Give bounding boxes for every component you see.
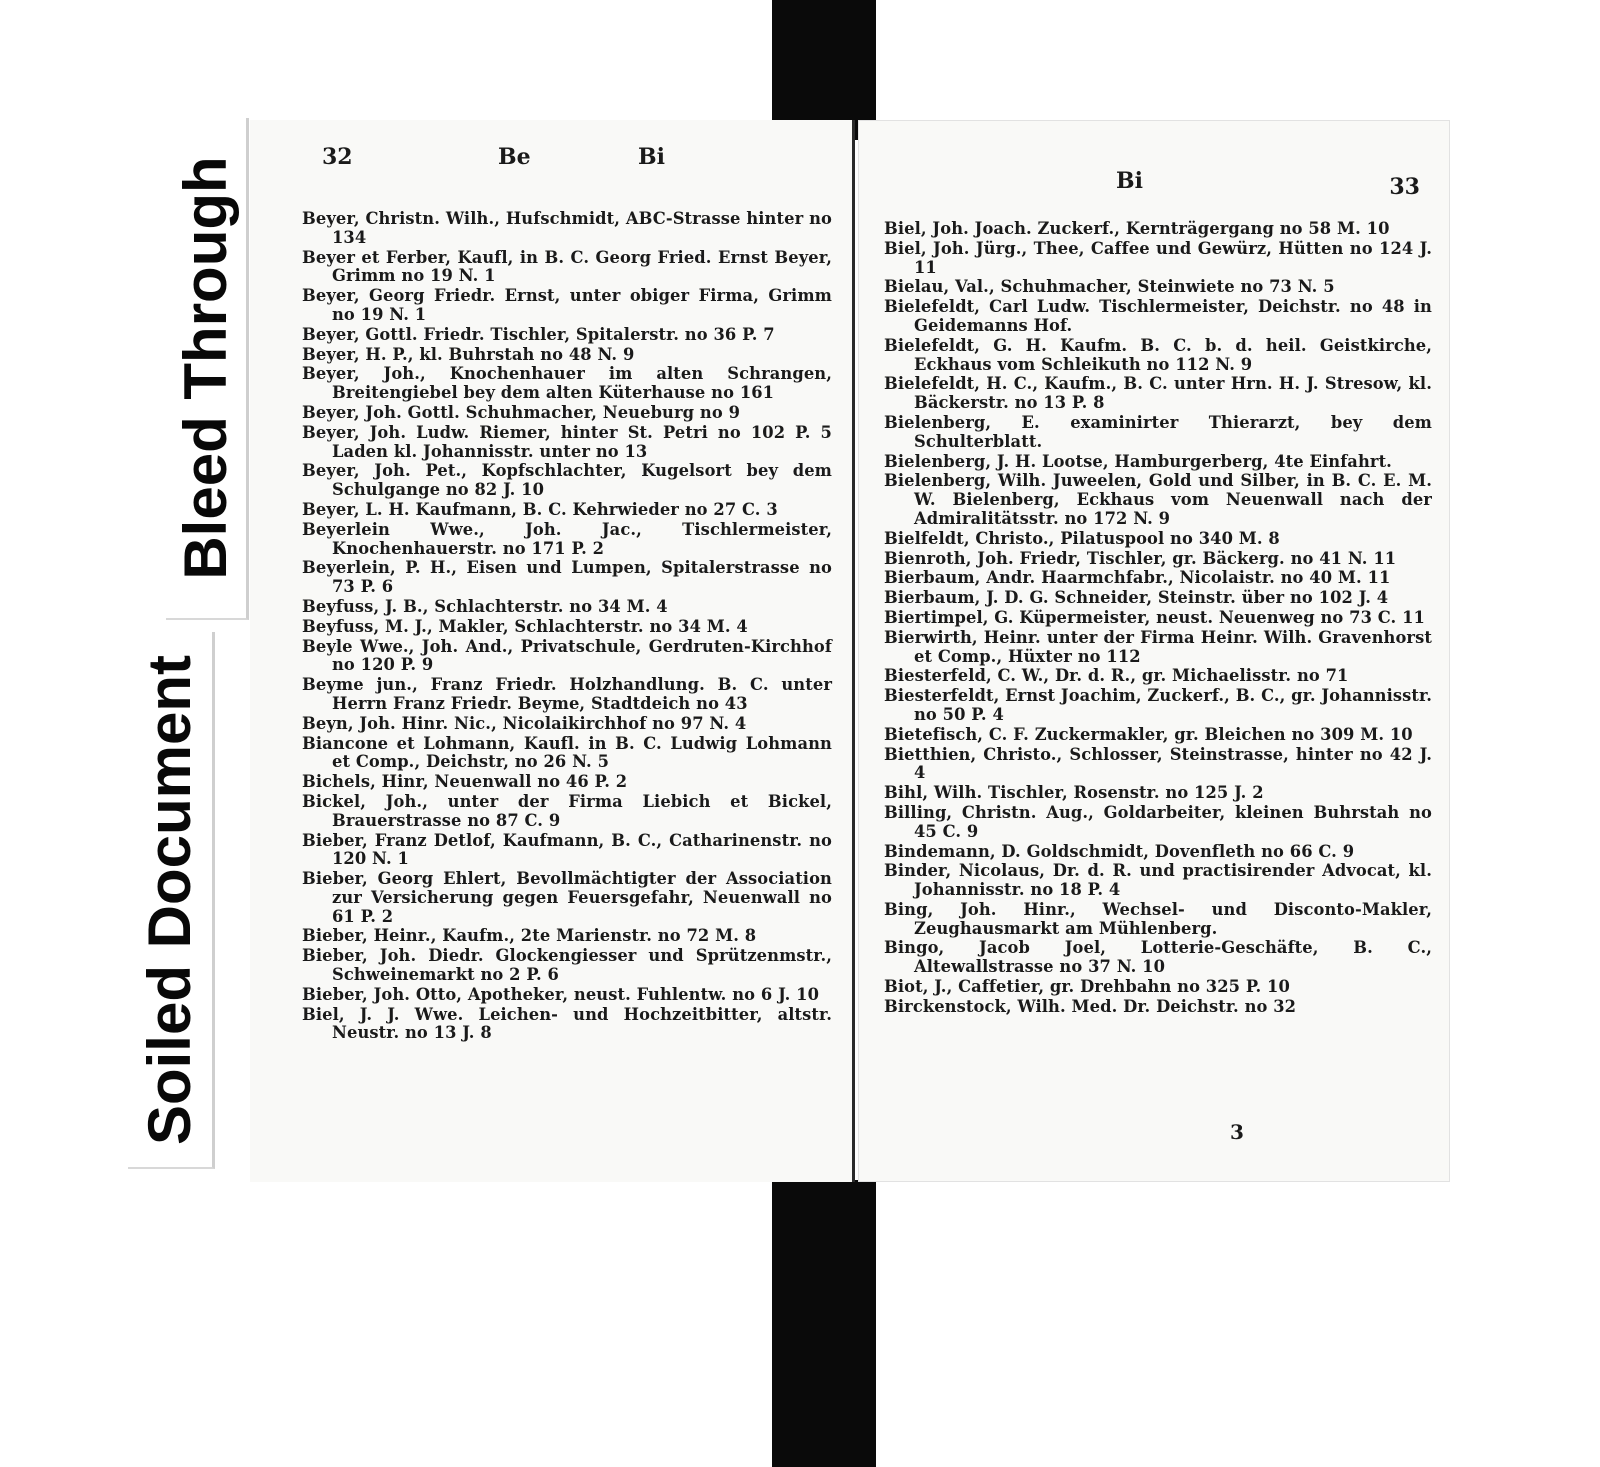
directory-entry: Beyer, Joh., Knochenhauer im alten Schrangen, Breitengiebel bey dem alten Küterhause no 161 bbox=[302, 364, 832, 403]
directory-entry: Beyer, Joh. Ludw. Riemer, hinter St. Petri no 102 P. 5 Laden kl. Johannisstr. unter no 13 bbox=[302, 422, 832, 461]
left-entry-list bbox=[302, 210, 832, 1044]
right-page-header bbox=[858, 120, 1450, 200]
left-page-header bbox=[250, 120, 852, 180]
directory-entry: Beyle Wwe., Joh. And., Privatschule, Gerdruten-Kirchhof no 120 P. 9 bbox=[302, 636, 832, 675]
directory-entry: Birckenstock, Wilh. Med. Dr. Deichstr. no 32 bbox=[884, 996, 1297, 1016]
directory-entry: Bielau, Val., Schuhmacher, Steinwiete no 73 N. 5 bbox=[884, 277, 1335, 297]
gutter-bar-bottom bbox=[772, 1180, 876, 1467]
directory-entry: Beyerlein Wwe., Joh. Jac., Tischlermeister, Knochenhauerstr. no 171 P. 2 bbox=[302, 519, 832, 558]
right-running-head: Bi bbox=[1116, 168, 1143, 194]
right-page bbox=[858, 120, 1450, 1182]
directory-entry: Bielefeldt, Carl Ludw. Tischlermeister, Deichstr. no 48 in Geidemanns Hof. bbox=[884, 297, 1432, 335]
directory-entry: Bingo, Jacob Joel, Lotterie-Geschäfte, B. C., Altewallstrasse no 37 N. 10 bbox=[884, 938, 1432, 977]
directory-entry: Bielenberg, J. H. Lootse, Hamburgerberg, 4te Einfahrt. bbox=[884, 451, 1392, 471]
directory-entry: Bielenberg, E. examinirter Thierarzt, bey dem Schulterblatt. bbox=[884, 412, 1432, 451]
directory-entry: Beyfuss, J. B., Schlachterstr. no 34 M. 4 bbox=[302, 596, 668, 616]
directory-entry: Beyer, H. P., kl. Buhrstah no 48 N. 9 bbox=[302, 344, 635, 364]
directory-entry: Biel, J. J. Wwe. Leichen- und Hochzeitbitter, altstr. Neustr. no 13 J. 8 bbox=[302, 1004, 832, 1043]
directory-entry: Beyer, Gottl. Friedr. Tischler, Spitalerstr. no 36 P. 7 bbox=[302, 324, 775, 344]
directory-entry: Bietefisch, C. F. Zuckermakler, gr. Bleichen no 309 M. 10 bbox=[884, 724, 1413, 744]
directory-entry: Beyer et Ferber, Kaufl, in B. C. Georg Fried. Ernst Beyer, Grimm no 19 N. 1 bbox=[302, 247, 832, 286]
stamp-label-bleed-through bbox=[166, 118, 249, 620]
directory-entry: Bickel, Joh., unter der Firma Liebich et Bickel, Brauerstrasse no 87 C. 9 bbox=[302, 791, 832, 830]
directory-entry: Bieber, Joh. Diedr. Glockengiesser und Sprützenmstr., Schweinemarkt no 2 P. 6 bbox=[302, 946, 832, 985]
directory-entry: Beyer, L. H. Kaufmann, B. C. Kehrwieder no 27 C. 3 bbox=[302, 499, 778, 519]
directory-entry: Bierbaum, Andr. Haarmchfabr., Nicolaistr. no 40 M. 11 bbox=[884, 568, 1391, 588]
directory-entry: Bielefeldt, G. H. Kaufm. B. C. b. d. heil. Geistkirche, Eckhaus vom Schleikuth no 112 N. 9 bbox=[884, 335, 1432, 374]
directory-entry: Billing, Christn. Aug., Goldarbeiter, kleinen Buhrstah no 45 C. 9 bbox=[884, 802, 1432, 841]
directory-entry: Bierbaum, J. D. G. Schneider, Steinstr. über no 102 J. 4 bbox=[884, 588, 1389, 608]
directory-entry: Bielfeldt, Christo., Pilatuspool no 340 M. 8 bbox=[884, 528, 1280, 548]
left-page-number: 32 bbox=[322, 144, 353, 170]
directory-entry: Bienroth, Joh. Friedr, Tischler, gr. Bäckerg. no 41 N. 11 bbox=[884, 548, 1397, 568]
directory-entry: Biel, Joh. Jürg., Thee, Caffee und Gewürz, Hütten no 124 J. 11 bbox=[884, 238, 1432, 277]
right-entry-list bbox=[884, 220, 1432, 1018]
directory-entry: Bing, Joh. Hinr., Wechsel- und Disconto-Makler, Zeughausmarkt am Mühlenberg. bbox=[884, 899, 1432, 938]
stamp-bleed-through-text: Bleed Through bbox=[172, 156, 239, 580]
directory-entry: Bielenberg, Wilh. Juweelen, Gold und Silber, in B. C. E. M. W. Bielenberg, Eckhaus vom Neuenwall nach der Admiralitätsstr. no 172 N. 9 bbox=[884, 471, 1432, 528]
directory-entry: Biel, Joh. Joach. Zuckerf., Kernträgergang no 58 M. 10 bbox=[884, 219, 1390, 238]
directory-entry: Bichels, Hinr, Neuenwall no 46 P. 2 bbox=[302, 772, 628, 792]
directory-entry: Bieber, Joh. Otto, Apotheker, neust. Fuhlentw. no 6 J. 10 bbox=[302, 984, 820, 1004]
left-running-head-start: Be bbox=[498, 144, 531, 170]
directory-entry: Bieber, Heinr., Kaufm., 2te Marienstr. no 72 M. 8 bbox=[302, 926, 757, 946]
directory-entry: Biesterfeldt, Ernst Joachim, Zuckerf., B. C., gr. Johannisstr. no 50 P. 4 bbox=[884, 686, 1432, 724]
directory-entry: Biesterfeld, C. W., Dr. d. R., gr. Michaelisstr. no 71 bbox=[884, 666, 1349, 686]
directory-entry: Biertimpel, G. Küpermeister, neust. Neuenweg no 73 C. 11 bbox=[884, 607, 1425, 627]
stamp-soiled-document-text: Soiled Document bbox=[136, 654, 203, 1146]
left-running-head-end: Bi bbox=[638, 144, 665, 170]
gutter-bar-top bbox=[772, 0, 876, 140]
directory-entry: Bieber, Franz Detlof, Kaufmann, B. C., Catharinenstr. no 120 N. 1 bbox=[302, 830, 832, 869]
directory-entry: Beyer, Joh. Gottl. Schuhmacher, Neueburg no 9 bbox=[302, 402, 741, 422]
directory-entry: Beyer, Joh. Pet., Kopfschlachter, Kugelsort bey dem Schulgange no 82 J. 10 bbox=[302, 461, 832, 500]
signature-mark: 3 bbox=[1230, 1120, 1244, 1144]
stamp-label-soiled-document bbox=[128, 632, 215, 1169]
directory-entry: Bihl, Wilh. Tischler, Rosenstr. no 125 J. 2 bbox=[884, 783, 1264, 803]
directory-entry: Beyer, Christn. Wilh., Hufschmidt, ABC-Strasse hinter no 134 bbox=[302, 209, 832, 247]
directory-entry: Bielefeldt, H. C., Kaufm., B. C. unter Hrn. H. J. Stresow, kl. Bäckerstr. no 13 P. 8 bbox=[884, 374, 1432, 413]
directory-entry: Beyme jun., Franz Friedr. Holzhandlung. B. C. unter Herrn Franz Friedr. Beyme, Stadtdeich no 43 bbox=[302, 675, 832, 713]
directory-entry: Biancone et Lohmann, Kaufl. in B. C. Ludwig Lohmann et Comp., Deichstr, no 26 N. 5 bbox=[302, 733, 832, 772]
right-page-number: 33 bbox=[1389, 174, 1420, 200]
left-page bbox=[250, 120, 855, 1182]
directory-entry: Bieber, Georg Ehlert, Bevollmächtigter der Association zur Versicherung gegen Feuersgefahr, Neuenwall no 61 P. 2 bbox=[302, 869, 832, 926]
directory-entry: Bietthien, Christo., Schlosser, Steinstrasse, hinter no 42 J. 4 bbox=[884, 744, 1432, 783]
directory-entry: Bindemann, D. Goldschmidt, Dovenfleth no 66 C. 9 bbox=[884, 841, 1355, 861]
directory-entry: Beyfuss, M. J., Makler, Schlachterstr. no 34 M. 4 bbox=[302, 616, 748, 636]
directory-entry: Bierwirth, Heinr. unter der Firma Heinr. Wilh. Gravenhorst et Comp., Hüxter no 112 bbox=[884, 627, 1432, 666]
directory-entry: Beyerlein, P. H., Eisen und Lumpen, Spitalerstrasse no 73 P. 6 bbox=[302, 558, 832, 597]
directory-entry: Biot, J., Caffetier, gr. Drehbahn no 325 P. 10 bbox=[884, 977, 1290, 997]
directory-entry: Binder, Nicolaus, Dr. d. R. und practisirender Advocat, kl. Johannisstr. no 18 P. 4 bbox=[884, 861, 1432, 900]
directory-entry: Beyn, Joh. Hinr. Nic., Nicolaikirchhof no 97 N. 4 bbox=[302, 713, 747, 733]
directory-entry: Beyer, Georg Friedr. Ernst, unter obiger Firma, Grimm no 19 N. 1 bbox=[302, 286, 832, 324]
